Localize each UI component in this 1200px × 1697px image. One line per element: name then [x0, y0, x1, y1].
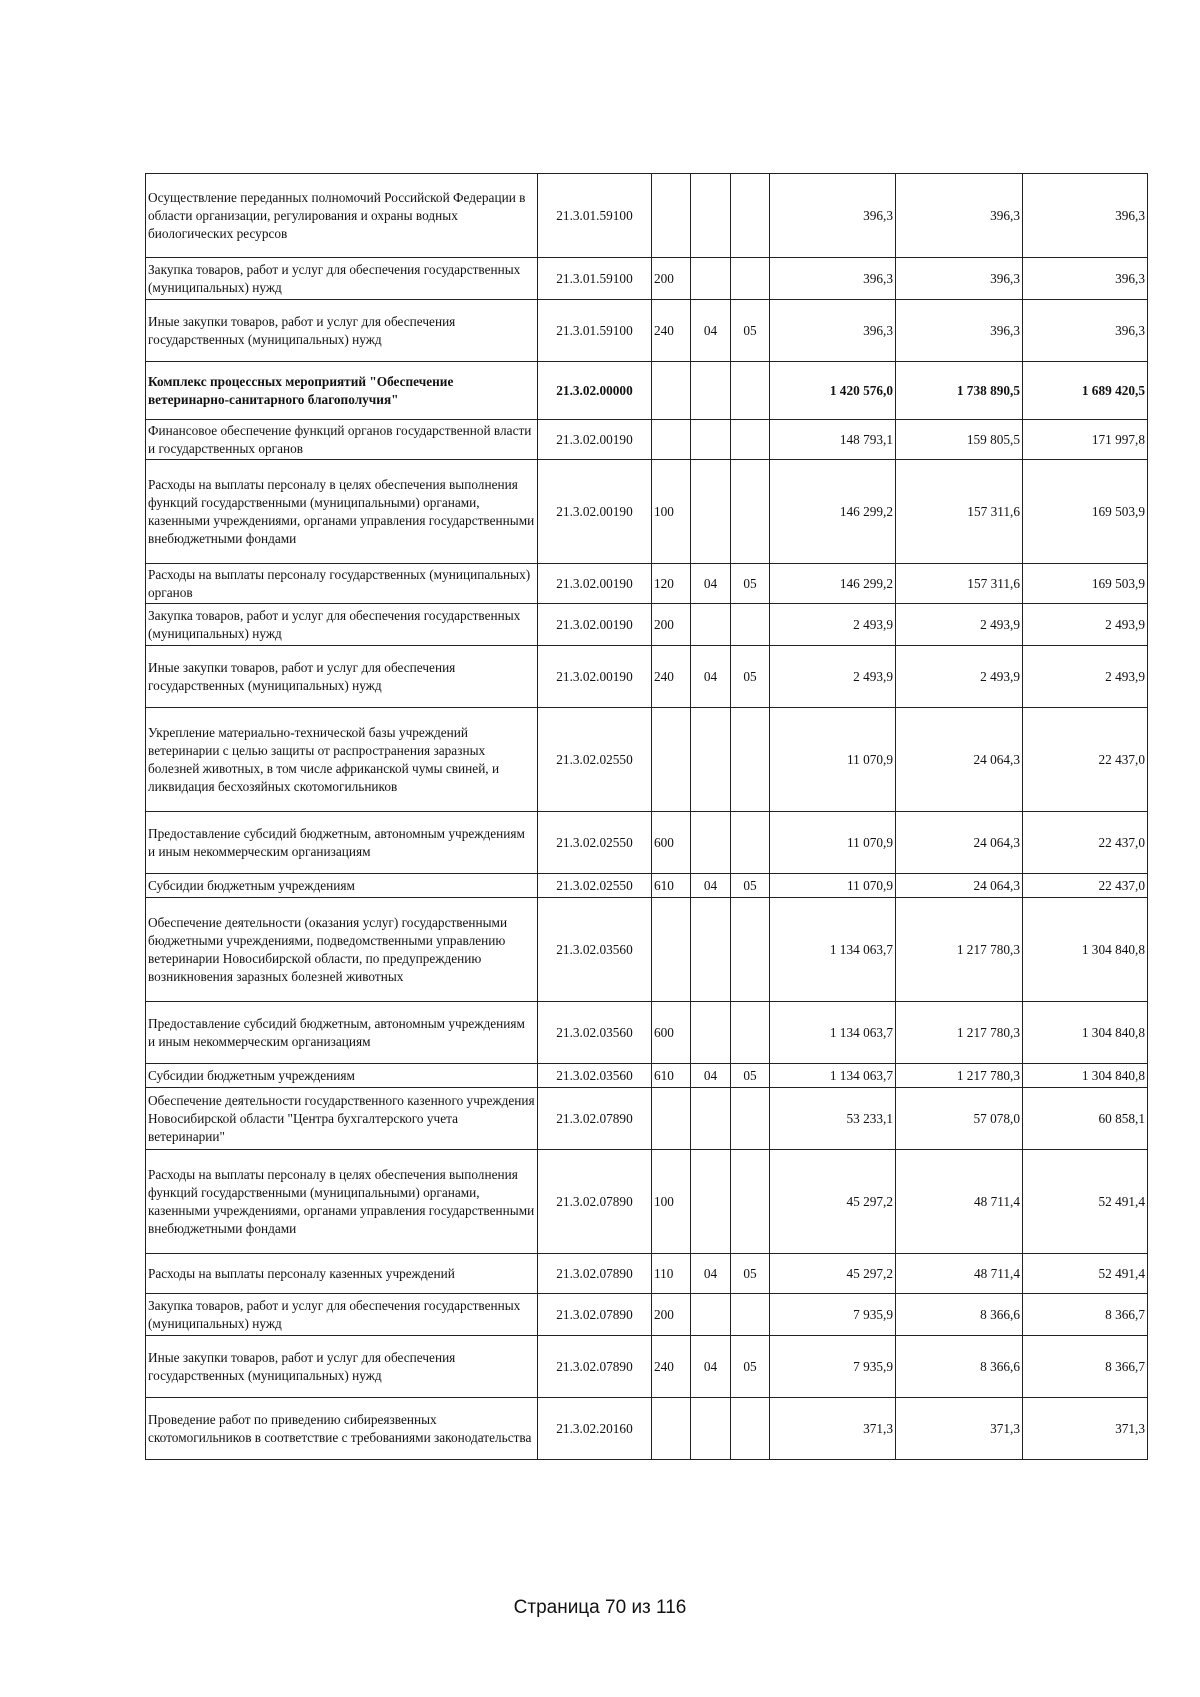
row-amount-year-3: 396,3 [1023, 258, 1148, 300]
row-section: 04 [691, 874, 731, 898]
row-code: 21.3.02.02550 [538, 874, 652, 898]
row-subsection [731, 1294, 770, 1336]
row-name: Субсидии бюджетным учреждениям [146, 1064, 538, 1088]
row-section [691, 898, 731, 1002]
table-row [146, 812, 1148, 874]
row-amount-year-2: 1 217 780,3 [896, 1002, 1023, 1064]
row-subsection: 05 [731, 564, 770, 604]
table-row [146, 460, 1148, 564]
row-name: Закупка товаров, работ и услуг для обеспечения государственных (муниципальных) нужд [146, 604, 538, 646]
row-name: Комплекс процессных мероприятий "Обеспечение ветеринарно-санитарного благополучия" [146, 362, 538, 420]
row-name: Укрепление материально-технической базы учреждений ветеринарии с целью защиты от распространения заразных болезней животных, в том числе африканской чумы свиней, и ликвидация бесхозяйных скотомогильников [146, 708, 538, 812]
row-code: 21.3.02.03560 [538, 898, 652, 1002]
row-expense-type: 100 [652, 1150, 691, 1254]
table-row [146, 1150, 1148, 1254]
table-row [146, 1336, 1148, 1398]
row-section [691, 812, 731, 874]
table-row [146, 1254, 1148, 1294]
row-expense-type: 610 [652, 1064, 691, 1088]
row-subsection [731, 812, 770, 874]
row-expense-type: 200 [652, 604, 691, 646]
row-name: Иные закупки товаров, работ и услуг для обеспечения государственных (муниципальных) нужд [146, 1336, 538, 1398]
row-expense-type: 200 [652, 258, 691, 300]
row-code: 21.3.02.07890 [538, 1150, 652, 1254]
table-row [146, 362, 1148, 420]
row-amount-year-1: 396,3 [770, 300, 896, 362]
row-name: Субсидии бюджетным учреждениям [146, 874, 538, 898]
row-amount-year-3: 371,3 [1023, 1398, 1148, 1460]
table-row [146, 420, 1148, 460]
row-amount-year-2: 48 711,4 [896, 1254, 1023, 1294]
row-amount-year-1: 1 134 063,7 [770, 898, 896, 1002]
row-amount-year-2: 2 493,9 [896, 604, 1023, 646]
row-amount-year-2: 8 366,6 [896, 1336, 1023, 1398]
row-code: 21.3.02.07890 [538, 1088, 652, 1150]
row-amount-year-1: 1 420 576,0 [770, 362, 896, 420]
row-amount-year-2: 396,3 [896, 174, 1023, 258]
row-section [691, 1150, 731, 1254]
row-code: 21.3.02.02550 [538, 812, 652, 874]
row-amount-year-2: 24 064,3 [896, 708, 1023, 812]
row-subsection [731, 604, 770, 646]
row-subsection: 05 [731, 1064, 770, 1088]
row-amount-year-3: 396,3 [1023, 174, 1148, 258]
row-code: 21.3.01.59100 [538, 258, 652, 300]
row-name: Предоставление субсидий бюджетным, автономным учреждениям и иным некоммерческим организациям [146, 812, 538, 874]
table-row [146, 258, 1148, 300]
table-row [146, 564, 1148, 604]
row-name: Закупка товаров, работ и услуг для обеспечения государственных (муниципальных) нужд [146, 1294, 538, 1336]
row-amount-year-2: 24 064,3 [896, 874, 1023, 898]
row-amount-year-2: 57 078,0 [896, 1088, 1023, 1150]
row-expense-type: 100 [652, 460, 691, 564]
row-amount-year-1: 45 297,2 [770, 1150, 896, 1254]
table-row [146, 1294, 1148, 1336]
row-amount-year-1: 45 297,2 [770, 1254, 896, 1294]
row-name: Проведение работ по приведению сибиреязвенных скотомогильников в соответствие с требованиями законодательства [146, 1398, 538, 1460]
row-amount-year-2: 1 217 780,3 [896, 898, 1023, 1002]
row-expense-type: 240 [652, 646, 691, 708]
row-subsection: 05 [731, 646, 770, 708]
row-subsection [731, 708, 770, 812]
row-amount-year-1: 11 070,9 [770, 874, 896, 898]
row-code: 21.3.02.07890 [538, 1336, 652, 1398]
row-amount-year-1: 146 299,2 [770, 564, 896, 604]
row-name: Иные закупки товаров, работ и услуг для обеспечения государственных (муниципальных) нужд [146, 646, 538, 708]
row-code: 21.3.02.00190 [538, 604, 652, 646]
row-expense-type: 200 [652, 1294, 691, 1336]
row-code: 21.3.02.00000 [538, 362, 652, 420]
table-body [146, 174, 1148, 1460]
row-expense-type: 600 [652, 812, 691, 874]
row-amount-year-2: 8 366,6 [896, 1294, 1023, 1336]
row-amount-year-3: 22 437,0 [1023, 812, 1148, 874]
row-amount-year-1: 371,3 [770, 1398, 896, 1460]
row-code: 21.3.01.59100 [538, 300, 652, 362]
row-code: 21.3.02.07890 [538, 1294, 652, 1336]
row-name: Расходы на выплаты персоналу в целях обеспечения выполнения функций государственными (муниципальными) органами, казенными учреждениями, органами управления государственными внебюджетными фондами [146, 1150, 538, 1254]
row-code: 21.3.02.03560 [538, 1002, 652, 1064]
table-row [146, 1398, 1148, 1460]
row-amount-year-2: 157 311,6 [896, 460, 1023, 564]
row-amount-year-1: 1 134 063,7 [770, 1064, 896, 1088]
row-section: 04 [691, 1336, 731, 1398]
row-amount-year-1: 2 493,9 [770, 604, 896, 646]
budget-table [145, 173, 1148, 1460]
row-section: 04 [691, 646, 731, 708]
row-expense-type: 610 [652, 874, 691, 898]
row-amount-year-2: 48 711,4 [896, 1150, 1023, 1254]
row-amount-year-3: 171 997,8 [1023, 420, 1148, 460]
row-subsection: 05 [731, 300, 770, 362]
row-amount-year-3: 52 491,4 [1023, 1254, 1148, 1294]
row-amount-year-3: 1 304 840,8 [1023, 898, 1148, 1002]
row-expense-type [652, 708, 691, 812]
table-row [146, 874, 1148, 898]
row-amount-year-3: 1 304 840,8 [1023, 1002, 1148, 1064]
row-expense-type [652, 898, 691, 1002]
row-section: 04 [691, 1064, 731, 1088]
row-amount-year-1: 53 233,1 [770, 1088, 896, 1150]
row-subsection: 05 [731, 874, 770, 898]
table-row [146, 708, 1148, 812]
row-subsection [731, 1088, 770, 1150]
table-row [146, 1064, 1148, 1088]
row-code: 21.3.02.00190 [538, 646, 652, 708]
row-amount-year-2: 1 217 780,3 [896, 1064, 1023, 1088]
row-amount-year-1: 7 935,9 [770, 1336, 896, 1398]
row-amount-year-1: 396,3 [770, 174, 896, 258]
row-subsection [731, 898, 770, 1002]
row-section [691, 174, 731, 258]
row-code: 21.3.01.59100 [538, 174, 652, 258]
table-row [146, 174, 1148, 258]
row-code: 21.3.02.02550 [538, 708, 652, 812]
row-name: Расходы на выплаты персоналу в целях обеспечения выполнения функций государственными (муниципальными) органами, казенными учреждениями, органами управления государственными внебюджетными фондами [146, 460, 538, 564]
row-subsection [731, 1398, 770, 1460]
row-amount-year-3: 8 366,7 [1023, 1294, 1148, 1336]
row-section [691, 1398, 731, 1460]
row-amount-year-3: 52 491,4 [1023, 1150, 1148, 1254]
row-subsection [731, 460, 770, 564]
row-amount-year-1: 7 935,9 [770, 1294, 896, 1336]
row-expense-type [652, 420, 691, 460]
table-row [146, 1002, 1148, 1064]
row-amount-year-1: 148 793,1 [770, 420, 896, 460]
row-expense-type: 120 [652, 564, 691, 604]
row-expense-type [652, 1398, 691, 1460]
row-amount-year-1: 11 070,9 [770, 708, 896, 812]
row-expense-type [652, 174, 691, 258]
row-amount-year-1: 1 134 063,7 [770, 1002, 896, 1064]
row-section [691, 258, 731, 300]
row-code: 21.3.02.00190 [538, 460, 652, 564]
row-code: 21.3.02.20160 [538, 1398, 652, 1460]
row-name: Иные закупки товаров, работ и услуг для обеспечения государственных (муниципальных) нужд [146, 300, 538, 362]
row-subsection [731, 362, 770, 420]
row-expense-type: 110 [652, 1254, 691, 1294]
row-section: 04 [691, 564, 731, 604]
row-subsection [731, 1002, 770, 1064]
row-name: Расходы на выплаты персоналу казенных учреждений [146, 1254, 538, 1294]
row-section [691, 708, 731, 812]
row-name: Закупка товаров, работ и услуг для обеспечения государственных (муниципальных) нужд [146, 258, 538, 300]
row-amount-year-1: 11 070,9 [770, 812, 896, 874]
row-expense-type: 240 [652, 300, 691, 362]
row-section [691, 604, 731, 646]
row-expense-type [652, 1088, 691, 1150]
row-code: 21.3.02.03560 [538, 1064, 652, 1088]
row-name: Осуществление переданных полномочий Российской Федерации в области организации, регулирования и охраны водных биологических ресурсов [146, 174, 538, 258]
row-name: Финансовое обеспечение функций органов государственной власти и государственных органов [146, 420, 538, 460]
row-amount-year-3: 22 437,0 [1023, 708, 1148, 812]
row-subsection [731, 174, 770, 258]
row-expense-type [652, 362, 691, 420]
row-section [691, 1002, 731, 1064]
row-amount-year-3: 2 493,9 [1023, 646, 1148, 708]
row-amount-year-2: 1 738 890,5 [896, 362, 1023, 420]
row-subsection: 05 [731, 1254, 770, 1294]
row-code: 21.3.02.07890 [538, 1254, 652, 1294]
row-amount-year-3: 396,3 [1023, 300, 1148, 362]
row-amount-year-1: 396,3 [770, 258, 896, 300]
row-section [691, 420, 731, 460]
row-amount-year-2: 2 493,9 [896, 646, 1023, 708]
row-amount-year-3: 2 493,9 [1023, 604, 1148, 646]
row-name: Обеспечение деятельности (оказания услуг) государственными бюджетными учреждениями, подведомственными управлению ветеринарии Новосибирской области, по предупреждению возникновения заразных болезней животных [146, 898, 538, 1002]
row-amount-year-3: 169 503,9 [1023, 460, 1148, 564]
row-subsection [731, 258, 770, 300]
row-amount-year-2: 157 311,6 [896, 564, 1023, 604]
table-row [146, 1088, 1148, 1150]
row-code: 21.3.02.00190 [538, 564, 652, 604]
row-amount-year-2: 396,3 [896, 258, 1023, 300]
row-code: 21.3.02.00190 [538, 420, 652, 460]
row-amount-year-3: 1 689 420,5 [1023, 362, 1148, 420]
row-amount-year-3: 1 304 840,8 [1023, 1064, 1148, 1088]
row-amount-year-3: 8 366,7 [1023, 1336, 1148, 1398]
row-subsection: 05 [731, 1336, 770, 1398]
row-amount-year-2: 24 064,3 [896, 812, 1023, 874]
row-amount-year-2: 396,3 [896, 300, 1023, 362]
row-amount-year-1: 2 493,9 [770, 646, 896, 708]
row-expense-type: 600 [652, 1002, 691, 1064]
row-section [691, 362, 731, 420]
row-amount-year-2: 371,3 [896, 1398, 1023, 1460]
table-row [146, 646, 1148, 708]
table-row [146, 604, 1148, 646]
row-amount-year-1: 146 299,2 [770, 460, 896, 564]
row-name: Предоставление субсидий бюджетным, автономным учреждениям и иным некоммерческим организациям [146, 1002, 538, 1064]
table-row [146, 300, 1148, 362]
row-section: 04 [691, 1254, 731, 1294]
row-amount-year-2: 159 805,5 [896, 420, 1023, 460]
row-section [691, 1088, 731, 1150]
row-amount-year-3: 169 503,9 [1023, 564, 1148, 604]
row-expense-type: 240 [652, 1336, 691, 1398]
row-section: 04 [691, 300, 731, 362]
row-amount-year-3: 60 858,1 [1023, 1088, 1148, 1150]
row-subsection [731, 1150, 770, 1254]
row-name: Обеспечение деятельности государственного казенного учреждения Новосибирской области "Центра бухгалтерского учета ветеринарии" [146, 1088, 538, 1150]
row-name: Расходы на выплаты персоналу государственных (муниципальных) органов [146, 564, 538, 604]
row-section [691, 1294, 731, 1336]
row-subsection [731, 420, 770, 460]
row-amount-year-3: 22 437,0 [1023, 874, 1148, 898]
row-section [691, 460, 731, 564]
page-number: Страница 70 из 116 [513, 1597, 687, 1618]
table-row [146, 898, 1148, 1002]
